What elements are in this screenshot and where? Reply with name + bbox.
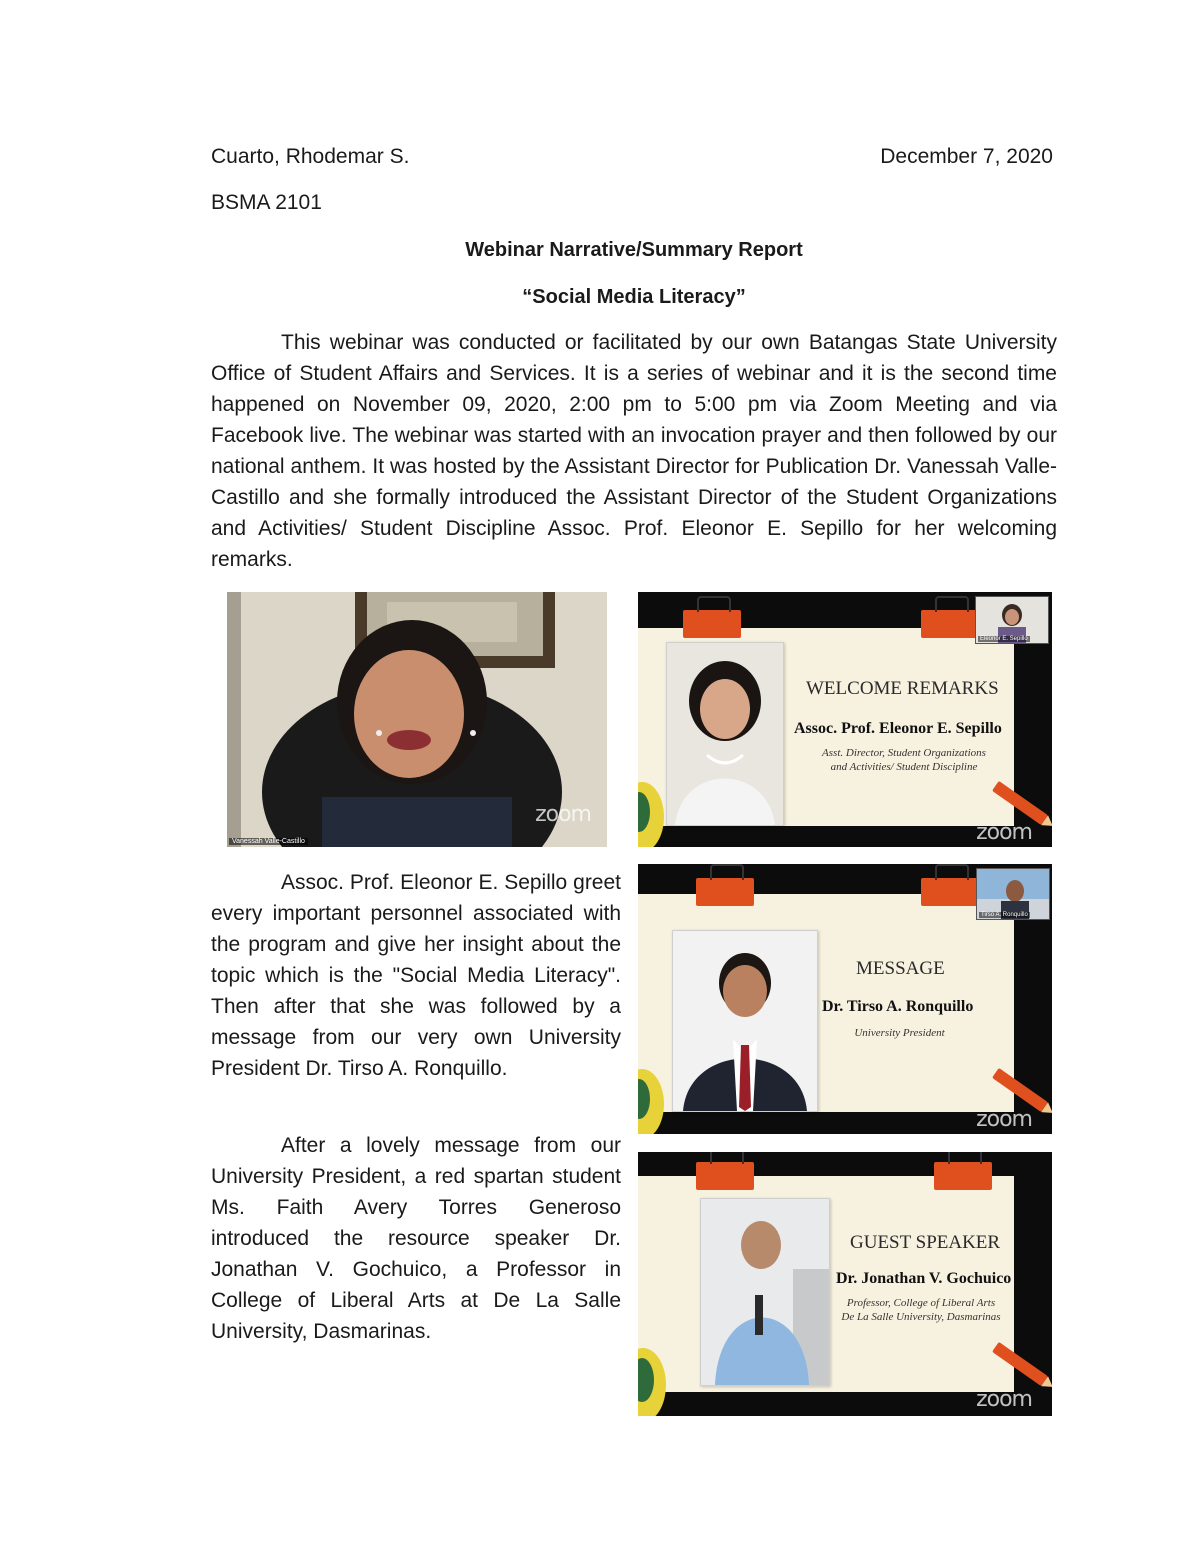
speaker-role: University President	[854, 1027, 945, 1039]
clip-decoration	[683, 610, 741, 638]
participant-video: Eleonor E. Sepillo	[975, 596, 1049, 644]
author-name: Cuarto, Rhodemar S.	[211, 145, 410, 168]
zoom-logo: zoom	[976, 1107, 1032, 1132]
speaker-name: Assoc. Prof. Eleonor E. Sepillo	[794, 720, 1002, 737]
slide-heading: MESSAGE	[856, 958, 945, 979]
speaker-role: Professor, College of Liberal Arts De La Salle University, Dasmarinas	[841, 1297, 1001, 1323]
clip-decoration	[696, 1162, 754, 1190]
zoom-logo: zoom	[976, 820, 1032, 845]
clip-decoration	[921, 610, 979, 638]
guest-speaker-slide	[638, 1152, 1052, 1416]
speaker-name: Dr. Tirso A. Ronquillo	[822, 998, 974, 1015]
report-title: Webinar Narrative/Summary Report	[465, 239, 803, 261]
participant-video: Tirso A. Ronquillo	[976, 868, 1050, 920]
second-text: Assoc. Prof. Eleonor E. Sepillo greet every important personnel associated with the program and give her insight about the topic which is the "Social Media Literacy". Then after that she was followed by a message from our very own University President Dr. Tirso A. Ronquillo.	[211, 871, 621, 1080]
course-section: BSMA 2101	[211, 191, 322, 214]
welcome-remarks-slide	[638, 592, 1052, 847]
speaker-photo	[672, 930, 818, 1112]
host-webcam-screenshot	[227, 592, 607, 847]
message-slide	[638, 864, 1052, 1134]
speaker-photo	[700, 1198, 830, 1386]
host-name-tag: Vanessah Valle-Castillo	[229, 838, 308, 845]
second-paragraph	[211, 867, 621, 1084]
webinar-topic: “Social Media Literacy”	[522, 286, 746, 308]
intro-text: This webinar was conducted or facilitated by our own Batangas State University Office of Student Affairs and Services. It is a series of webinar and it is the second time happened on November 09, 2020, 2:00 pm to 5:00 pm via Zoom Meeting and via Facebook live. The webinar was started with an invocation prayer and then followed by our national anthem. It was hosted by the Assistant Director for Publication Dr. Vanessah Valle-Castillo and she formally introduced the Assistant Director of the Student Organizations and Activities/ Student Discipline Assoc. Prof. Eleonor E. Sepillo for her welcoming remarks.	[211, 331, 1057, 571]
intro-paragraph	[211, 327, 1057, 575]
third-text: After a lovely message from our University President, a red spartan student Ms. Faith Avery Torres Generoso introduced the resource speaker Dr. Jonathan V. Gochuico, a Professor in College of Liberal Arts at De La Salle University, Dasmarinas.	[211, 1134, 621, 1343]
slide-heading: WELCOME REMARKS	[806, 678, 999, 699]
clip-decoration	[696, 878, 754, 906]
zoom-logo: zoom	[976, 1387, 1032, 1412]
speaker-role: Asst. Director, Student Organizations and Activities/ Student Discipline	[822, 747, 986, 773]
zoom-logo: zoom	[535, 802, 591, 827]
third-paragraph	[211, 1130, 621, 1347]
clip-decoration	[921, 878, 979, 906]
speaker-name: Dr. Jonathan V. Gochuico	[836, 1270, 1012, 1287]
report-date: December 7, 2020	[880, 145, 1053, 168]
speaker-photo	[666, 642, 784, 826]
slide-heading: GUEST SPEAKER	[850, 1232, 1001, 1253]
clip-decoration	[934, 1162, 992, 1190]
